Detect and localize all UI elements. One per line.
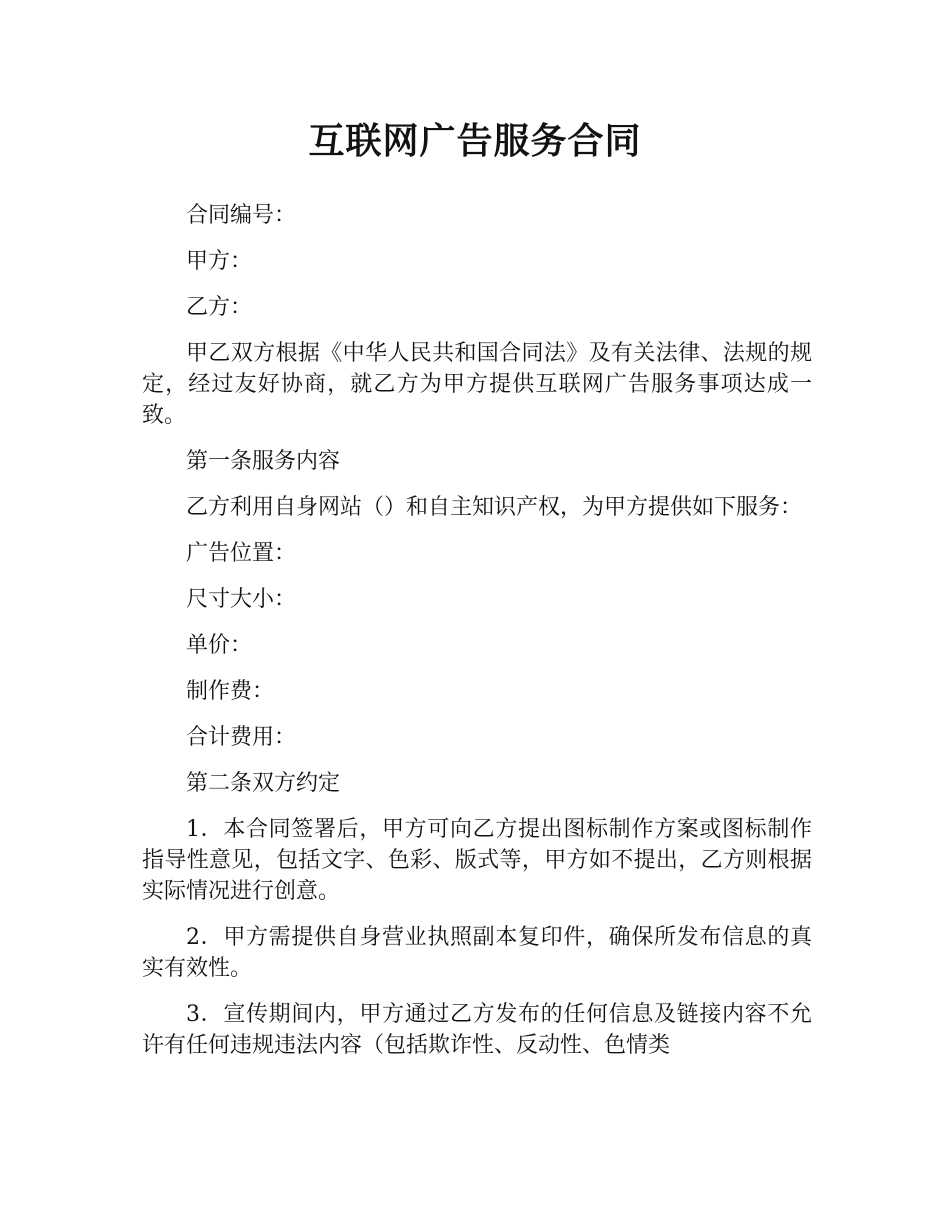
- contract-title: 互联网广告服务合同: [308, 121, 642, 162]
- field-ad-position: 广告位置：: [186, 541, 297, 566]
- paragraph-service-intro: 乙方利用自身网站（）和自主知识产权，为甲方提供如下服务：: [186, 495, 803, 520]
- field-size: 尺寸大小：: [186, 587, 297, 612]
- field-unit-price: 单价：: [186, 633, 253, 658]
- section-heading-1: 第一条服务内容: [186, 449, 341, 474]
- paragraph-contract-number: 合同编号：: [186, 203, 297, 228]
- paragraph-party-b: 乙方：: [186, 295, 253, 320]
- field-total-fee: 合计费用：: [186, 725, 297, 750]
- field-production-fee: 制作费：: [186, 679, 275, 704]
- clause-2: 2．甲方需提供自身营业执照副本复印件，确保所发布信息的真实有效性。: [142, 925, 812, 981]
- section-heading-2: 第二条双方约定: [186, 771, 341, 796]
- contract-body: [142, 200, 812, 1076]
- paragraph-party-a: 甲方：: [186, 249, 253, 274]
- clause-3: 3．宣传期间内，甲方通过乙方发布的任何信息及链接内容不允许有任何违规违法内容（包括欺诈性、反动性、色情类: [142, 1002, 812, 1058]
- clause-1: 1．本合同签署后，甲方可向乙方提出图标制作方案或图标制作指导性意见，包括文字、色彩、版式等，甲方如不提出，乙方则根据实际情况进行创意。: [142, 817, 812, 904]
- paragraph-preamble: 甲乙双方根据《中华人民共和国合同法》及有关法律、法规的规定，经过友好协商，就乙方为甲方提供互联网广告服务事项达成一致。: [142, 341, 812, 428]
